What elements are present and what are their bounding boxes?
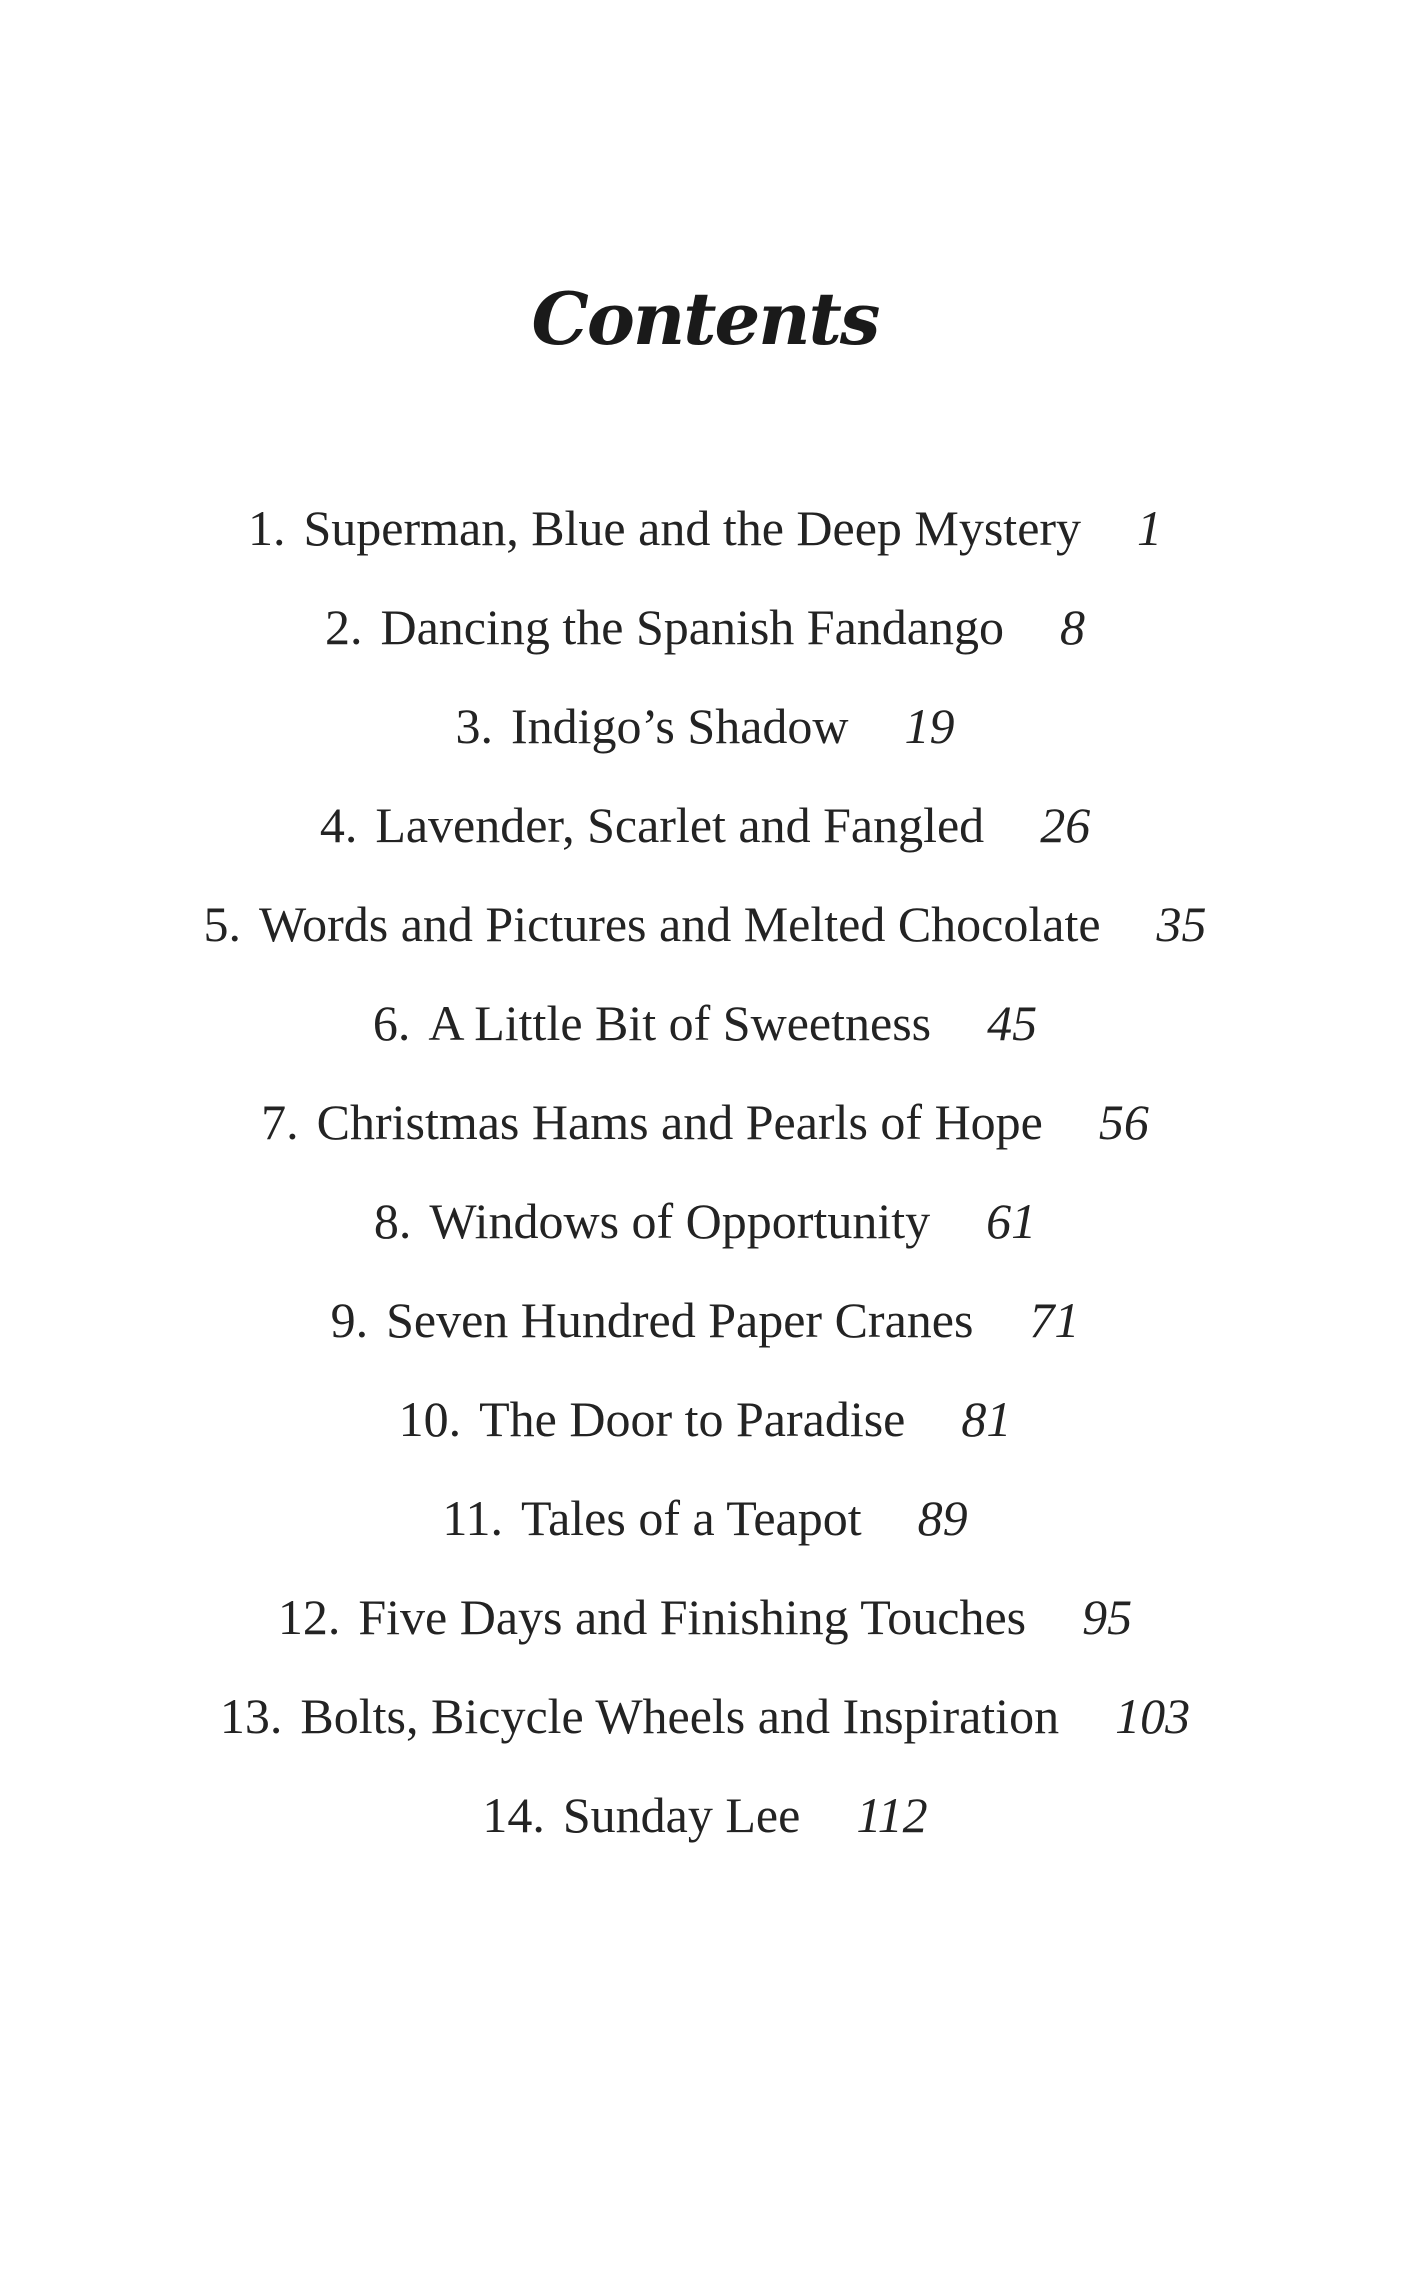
table-of-contents	[0, 478, 1410, 1864]
toc-entry	[0, 1270, 1410, 1369]
chapter-number: 13.	[219, 1687, 283, 1744]
chapter-title: Five Days and Finishing Touches	[358, 1588, 1027, 1645]
chapter-title: Sunday Lee	[562, 1786, 801, 1843]
page-number: 112	[856, 1786, 928, 1843]
chapter-title: A Little Bit of Sweetness	[428, 994, 932, 1051]
chapter-title: Dancing the Spanish Fandango	[380, 598, 1004, 655]
toc-entry	[0, 1666, 1410, 1765]
page-number: 19	[904, 697, 955, 754]
chapter-number: 12.	[277, 1588, 341, 1645]
page-number: 35	[1156, 895, 1207, 952]
toc-entry	[0, 1171, 1410, 1270]
toc-entry	[0, 1468, 1410, 1567]
chapter-number: 8.	[373, 1192, 412, 1249]
chapter-title: Seven Hundred Paper Cranes	[386, 1291, 974, 1348]
chapter-number: 11.	[442, 1489, 504, 1546]
page-number: 71	[1029, 1291, 1080, 1348]
chapter-title: Christmas Hams and Pearls of Hope	[316, 1093, 1043, 1150]
page-number: 56	[1098, 1093, 1149, 1150]
page-number: 103	[1115, 1687, 1191, 1744]
toc-entry	[0, 676, 1410, 775]
toc-entry	[0, 1072, 1410, 1171]
toc-entry	[0, 1369, 1410, 1468]
chapter-number: 2.	[324, 598, 363, 655]
page-number: 81	[961, 1390, 1012, 1447]
toc-entry	[0, 1765, 1410, 1864]
chapter-title: Words and Pictures and Melted Chocolate	[258, 895, 1101, 952]
chapter-title: Windows of Opportunity	[429, 1192, 931, 1249]
toc-entry	[0, 775, 1410, 874]
toc-entry	[0, 577, 1410, 676]
page-number: 89	[917, 1489, 968, 1546]
chapter-number: 6.	[372, 994, 411, 1051]
page-number: 61	[986, 1192, 1037, 1249]
chapter-title: Tales of a Teapot	[521, 1489, 862, 1546]
chapter-number: 3.	[455, 697, 493, 754]
chapter-title: Bolts, Bicycle Wheels and Inspiration	[300, 1687, 1060, 1744]
toc-entry	[0, 973, 1410, 1072]
chapter-title: The Door to Paradise	[479, 1390, 906, 1447]
page-number: 1	[1137, 499, 1163, 556]
chapter-number: 4.	[319, 796, 358, 853]
chapter-title: Lavender, Scarlet and Fangled	[375, 796, 985, 853]
chapter-number: 1.	[247, 499, 286, 556]
chapter-title: Indigo’s Shadow	[511, 697, 849, 754]
page-number: 26	[1040, 796, 1091, 853]
chapter-number: 9.	[330, 1291, 369, 1348]
toc-entry	[0, 874, 1410, 973]
chapter-number: 14.	[482, 1786, 545, 1843]
chapter-number: 7.	[261, 1093, 299, 1150]
chapter-title: Superman, Blue and the Deep Mystery	[303, 499, 1082, 556]
page-number: 95	[1082, 1588, 1133, 1645]
page-title: Contents	[531, 276, 879, 362]
chapter-number: 10.	[398, 1390, 462, 1447]
toc-entry	[0, 1567, 1410, 1666]
chapter-number: 5.	[203, 895, 241, 952]
page-number: 45	[987, 994, 1038, 1051]
page-number: 8	[1060, 598, 1085, 655]
toc-entry	[0, 478, 1410, 577]
